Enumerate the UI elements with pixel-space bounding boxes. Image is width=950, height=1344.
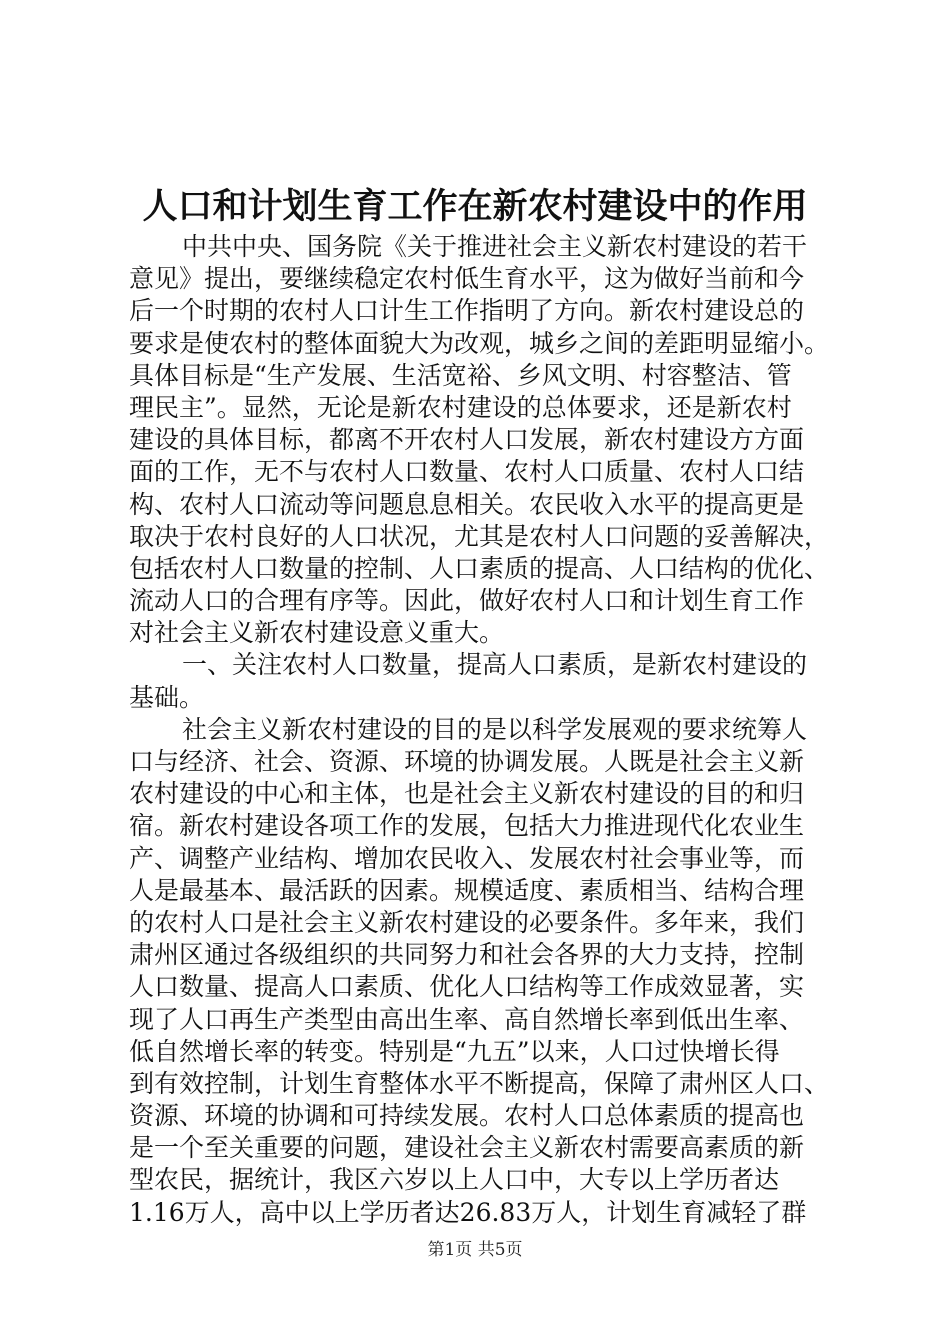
paragraph-line: 农村建设的中心和主体，也是社会主义新农村建设的目的和归 [129, 779, 805, 809]
paragraph-line: 具体目标是“生产发展、生活宽裕、乡风文明、村容整洁、管 [129, 360, 792, 390]
paragraph-line: 建设的具体目标，都离不开农村人口发展，新农村建设方方面 [129, 425, 805, 455]
paragraph-line: 包括农村人口数量的控制、人口素质的提高、人口结构的优化、 [129, 553, 830, 583]
paragraph-line: 1.16万人，高中以上学历者达26.83万人，计划生育减轻了群 [129, 1197, 807, 1227]
paragraph-line: 肃州区通过各级组织的共同努力和社会各界的大力支持，控制 [129, 940, 805, 970]
paragraph-line: 的农村人口是社会主义新农村建设的必要条件。多年来，我们 [129, 907, 805, 937]
paragraph-line: 流动人口的合理有序等。因此，做好农村人口和计划生育工作 [129, 586, 805, 616]
paragraph-line: 社会主义新农村建设的目的是以科学发展观的要求统筹人 [182, 714, 808, 744]
paragraph-line: 现了人口再生产类型由高出生率、高自然增长率到低出生率、 [129, 1004, 805, 1034]
paragraph-line: 意见》提出，要继续稳定农村低生育水平，这为做好当前和今 [129, 264, 805, 294]
paragraph-line: 面的工作，无不与农村人口数量、农村人口质量、农村人口结 [129, 457, 805, 487]
paragraph-line: 构、农村人口流动等问题息息相关。农民收入水平的提高更是 [129, 489, 805, 519]
paragraph-line: 对社会主义新农村建设意义重大。 [129, 618, 505, 648]
document-title: 人口和计划生育工作在新农村建设中的作用 [142, 186, 808, 227]
paragraph-line: 要求是使农村的整体面貌大为改观，城乡之间的差距明显缩小。 [129, 328, 830, 358]
document-body [129, 231, 834, 1229]
paragraph-line: 型农民，据统计，我区六岁以上人口中，大专以上学历者达 [129, 1165, 780, 1195]
paragraph-line: 理民主”。显然，无论是新农村建设的总体要求，还是新农村 [129, 392, 792, 422]
paragraph-line: 低自然增长率的转变。特别是“九五”以来，人口过快增长得 [129, 1036, 780, 1066]
paragraph-line: 人口数量、提高人口素质、优化人口结构等工作成效显著，实 [129, 972, 805, 1002]
paragraph-line: 宿。新农村建设各项工作的发展，包括大力推进现代化农业生 [129, 811, 805, 841]
paragraph-line: 资源、环境的协调和可持续发展。农村人口总体素质的提高也 [129, 1101, 805, 1131]
paragraph-line: 人是最基本、最活跃的因素。规模适度、素质相当、结构合理 [129, 875, 805, 905]
paragraph-line: 后一个时期的农村人口计生工作指明了方向。新农村建设总的 [129, 296, 805, 326]
paragraph-line: 是一个至关重要的问题，建设社会主义新农村需要高素质的新 [129, 1133, 805, 1163]
section-heading-line: 基础。 [129, 682, 205, 712]
section-heading-line: 一、关注农村人口数量，提高人口素质，是新农村建设的 [182, 650, 808, 680]
page-number-footer: 第1页 共5页 [427, 1240, 523, 1260]
paragraph-line: 产、调整产业结构、增加农民收入、发展农村社会事业等，而 [129, 843, 805, 873]
paragraph-line: 取决于农村良好的人口状况，尤其是农村人口问题的妥善解决， [129, 521, 830, 551]
paragraph-line: 中共中央、国务院《关于推进社会主义新农村建设的若干 [182, 232, 808, 261]
paragraph-line: 到有效控制，计划生育整体水平不断提高，保障了肃州区人口、 [129, 1068, 830, 1098]
paragraph-line: 口与经济、社会、资源、环境的协调发展。人既是社会主义新 [129, 747, 805, 776]
